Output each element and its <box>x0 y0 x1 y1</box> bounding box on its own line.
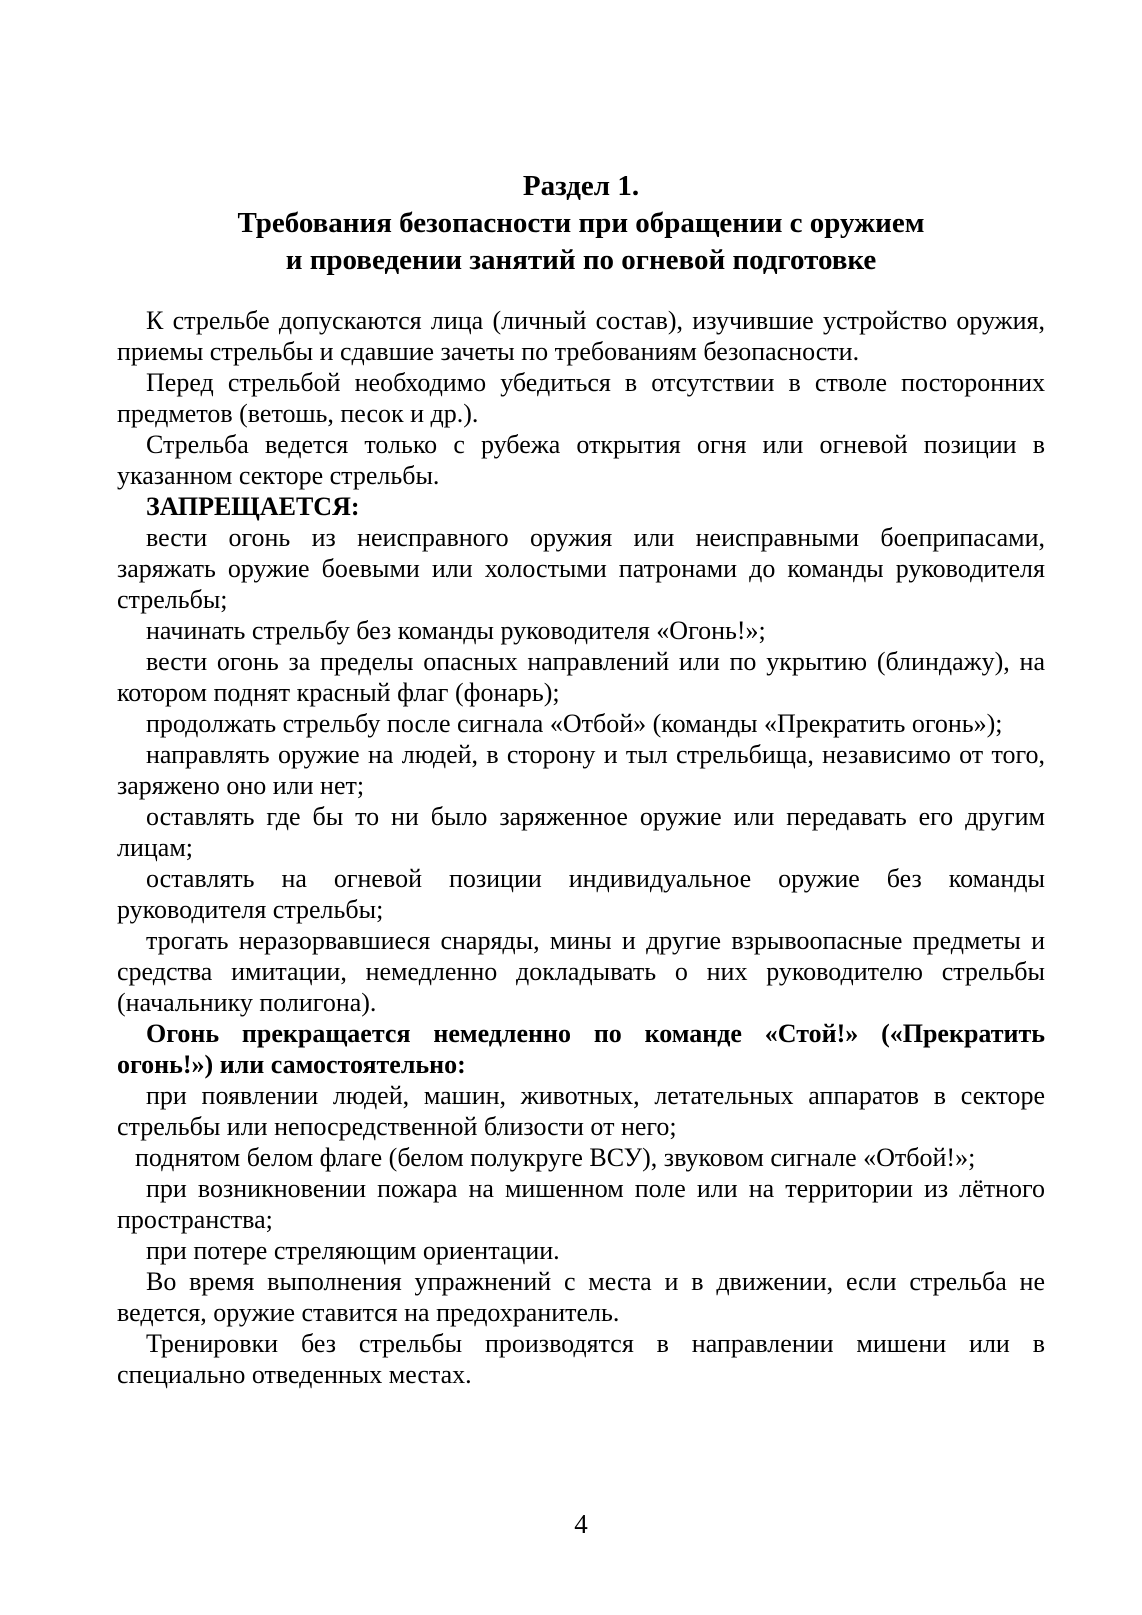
paragraph: продолжать стрельбу после сигнала «Отбой» (команды «Прекратить огонь»); <box>146 709 1003 738</box>
paragraph: Во время выполнения упражнений с места и в движении, если стрельба не ведется, оружие ставится на предохранитель. <box>117 1267 1045 1327</box>
paragraph: направлять оружие на людей, в сторону и тыл стрельбища, независимо от того, заряжено оно или нет; <box>117 740 1045 800</box>
title-block <box>117 168 1045 279</box>
paragraph: поднятом белом флаге (белом полукруге ВСУ), звуковом сигнале «Отбой!»; <box>135 1143 976 1172</box>
paragraph: вести огонь за пределы опасных направлений или по укрытию (блиндажу), на котором поднят красный флаг (фонарь); <box>117 647 1045 707</box>
paragraph: при появлении людей, машин, животных, летательных аппаратов в секторе стрельбы или непосредственной близости от него; <box>117 1081 1045 1141</box>
paragraph: Стрельба ведется только с рубежа открытия огня или огневой позиции в указанном секторе стрельбы. <box>117 430 1045 490</box>
paragraph: вести огонь из неисправного оружия или неисправными боеприпасами, заряжать оружие боевыми или холостыми патронами до команды руководителя стрельбы; <box>117 523 1045 614</box>
paragraph: начинать стрельбу без команды руководителя «Огонь!»; <box>146 616 766 645</box>
document-title-line-2: и проведении занятий по огневой подготовке <box>285 244 877 276</box>
paragraph: Огонь прекращается немедленно по команде «Стой!» («Прекратить огонь!») или самостоятельно: <box>117 1019 1045 1079</box>
paragraph: К стрельбе допускаются лица (личный состав), изучившие устройство оружия, приемы стрельбы и сдавшие зачеты по требованиям безопасности. <box>117 306 1045 366</box>
paragraph: оставлять где бы то ни было заряженное оружие или передавать его другим лицам; <box>117 802 1045 862</box>
section-heading: Раздел 1. <box>522 170 640 202</box>
document-body <box>117 305 1045 1390</box>
paragraph: при потере стреляющим ориентации. <box>146 1236 560 1265</box>
paragraph: Перед стрельбой необходимо убедиться в отсутствии в стволе посторонних предметов (ветошь, песок и др.). <box>117 368 1045 428</box>
page-content <box>117 168 1045 1390</box>
paragraph: Тренировки без стрельбы производятся в направлении мишени или в специально отведенных местах. <box>117 1329 1045 1389</box>
page-number: 4 <box>574 1509 588 1539</box>
paragraph: оставлять на огневой позиции индивидуальное оружие без команды руководителя стрельбы; <box>117 864 1045 924</box>
document-title-line-1: Требования безопасности при обращении с оружием <box>237 207 925 239</box>
paragraph: при возникновении пожара на мишенном поле или на территории из лётного пространства; <box>117 1174 1045 1234</box>
paragraph: трогать неразорвавшиеся снаряды, мины и другие взрывоопасные предметы и средства имитации, немедленно докладывать о них руководителю стрельбы (начальнику полигона). <box>117 926 1045 1017</box>
paragraph: ЗАПРЕЩАЕТСЯ: <box>146 492 360 521</box>
